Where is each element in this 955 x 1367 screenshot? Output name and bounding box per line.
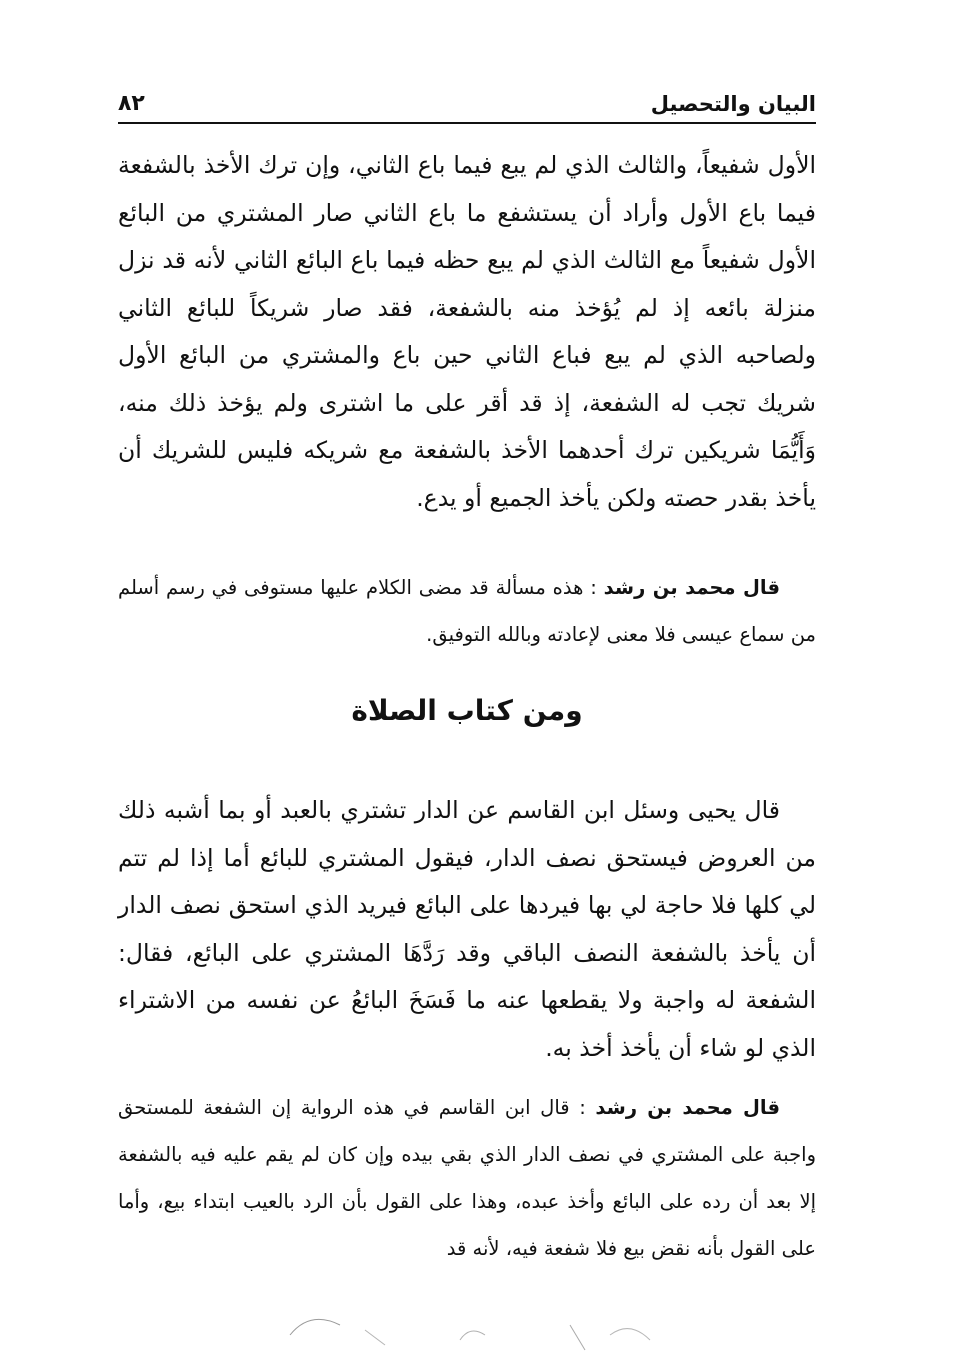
commentary-text: : هذه مسألة قد مضى الكلام عليها مستوفى في رسم أسلم من سماع عيسى فلا معنى لإعادته وبالله التوفيق. (118, 576, 816, 646)
commentary-text-2: : قال ابن القاسم في هذه الرواية إن الشفعة للمستحق واجبة على المشتري في نصف الدار الذي بقي بيده وإن كان لم يقم عليه فيه بالشفعة إلا بعد أن رده على البائع وأخذ عبده، وهذا على القول بأن الرد بالعيب ابتداء بيع، وأما على القول بأنه نقض بيع فلا شفعة فيه، لأنه قد (118, 1096, 816, 1260)
commentary-paragraph (118, 564, 816, 658)
commentary-speaker-2: قال محمد بن رشد (595, 1096, 780, 1119)
question-paragraph: قال يحيى وسئل ابن القاسم عن الدار تشتري بالعبد أو بما أشبه ذلك من العروض فيستحق نصف الدار، فيقول المشتري للبائع أما إذا لم تتم لي كلها فلا حاجة لي بها فيردها على البائع فيريد الذي استحق نصف الدار أن يأخذ بالشفعة النصف الباقي وقد رَدَّهَا المشتري على البائع، فقال: الشفعة له واجبة ولا يقطعها عنه ما فَسَخَ البائعُ عن نفسه من الاشتراء الذي لو شاء أن يأخذ أخذ به. (118, 796, 816, 1062)
commentary-speaker: قال محمد بن رشد (603, 576, 780, 599)
section-heading: ومن كتاب الصلاة (351, 694, 583, 727)
page-header (118, 78, 816, 124)
commentary-paragraph-2 (118, 1084, 816, 1272)
scan-artifact (270, 1305, 690, 1355)
page-number: ٨٢ (118, 91, 145, 116)
paragraph-continuation: الأول شفيعاً، والثالث الذي لم يبع فيما باع الثاني، وإن ترك الأخذ بالشفعة فيما باع الأول وأراد أن يستشفع ما باع الثاني صار المشتري من البائع الأول شفيعاً مع الثالث الذي لم يبع حظه فيما باع البائع الثاني لأنه قد نزل منزلة بائعه إذ لم يُؤخذ منه بالشفعة، فقد صار شريكاً للبائع الثاني ولصاحبه الذي لم يبع فباع الثاني حين باع والمشتري من البائع الأول شريك تجب له الشفعة، إذ قد أقر على ما اشترى ولم يؤخذ ذلك منه، وَأَيُّمَا شريكين ترك أحدهما الأخذ بالشفعة مع شريكه فليس للشريك أن يأخذ بقدر حصته ولكن يأخذ الجميع أو يدع. (118, 151, 816, 512)
running-title: البيان والتحصيل (650, 92, 816, 116)
